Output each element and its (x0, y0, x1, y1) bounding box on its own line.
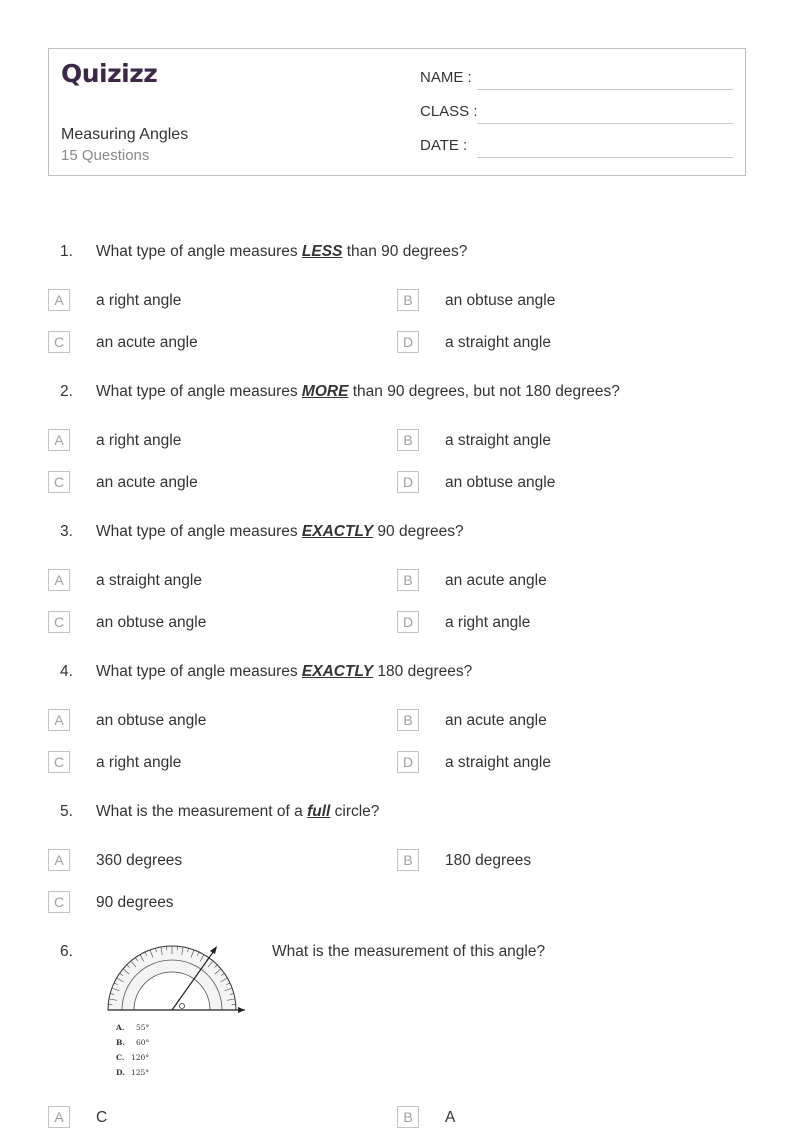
option-letter-box[interactable]: A (48, 849, 70, 871)
choice-letter: B. (116, 1038, 125, 1047)
question-number: 1. (60, 243, 73, 261)
option-letter-box[interactable]: C (48, 751, 70, 773)
question-emphasis: MORE (302, 383, 349, 400)
option-letter-box[interactable]: B (397, 289, 419, 311)
class-line[interactable] (477, 123, 733, 124)
choice-value: 55° (136, 1023, 150, 1032)
option-letter-box[interactable]: A (48, 1106, 70, 1128)
option-text[interactable]: 180 degrees (445, 852, 531, 870)
question-text: What is the measurement of this angle? (272, 943, 545, 961)
option-text[interactable]: A (445, 1109, 455, 1127)
option-letter-box[interactable]: D (397, 331, 419, 353)
option-text[interactable]: a straight angle (445, 754, 551, 772)
question-emphasis: full (307, 803, 330, 820)
choice-letter: D. (116, 1068, 125, 1077)
question-text: What type of angle measures EXACTLY 180 degrees? (96, 663, 472, 681)
option-text[interactable]: an acute angle (445, 572, 547, 590)
option-text[interactable]: a straight angle (445, 432, 551, 450)
option-letter-box[interactable]: A (48, 429, 70, 451)
option-text[interactable]: an acute angle (445, 712, 547, 730)
option-text[interactable]: a right angle (96, 754, 181, 772)
option-text[interactable]: a right angle (96, 432, 181, 450)
option-letter-box[interactable]: C (48, 331, 70, 353)
name-line[interactable] (477, 89, 733, 90)
option-text[interactable]: 360 degrees (96, 852, 182, 870)
choice-letter: C. (116, 1053, 124, 1062)
worksheet-header (48, 48, 746, 176)
option-text[interactable]: an acute angle (96, 334, 198, 352)
option-letter-box[interactable]: B (397, 849, 419, 871)
question-text: What type of angle measures LESS than 90 degrees? (96, 243, 467, 261)
worksheet-title: Measuring Angles (61, 126, 188, 144)
option-text[interactable]: C (96, 1109, 107, 1127)
option-text[interactable]: a right angle (445, 614, 530, 632)
quizizz-logo: Quizizz (61, 59, 157, 88)
date-line[interactable] (477, 157, 733, 158)
choice-value: 60° (136, 1038, 150, 1047)
date-label: DATE : (420, 137, 467, 154)
option-letter-box[interactable]: C (48, 471, 70, 493)
choice-value: 120° (131, 1053, 149, 1062)
question-count: 15 Questions (61, 147, 149, 164)
question-number: 6. (60, 943, 73, 961)
option-text[interactable]: a straight angle (445, 334, 551, 352)
question-number: 2. (60, 383, 73, 401)
option-letter-box[interactable]: B (397, 1106, 419, 1128)
protractor-image (100, 938, 250, 1083)
choice-value: 125° (131, 1068, 149, 1077)
question-text: What type of angle measures MORE than 90 degrees, but not 180 degrees? (96, 383, 620, 401)
option-letter-box[interactable]: B (397, 709, 419, 731)
question-text: What type of angle measures EXACTLY 90 degrees? (96, 523, 464, 541)
option-letter-box[interactable]: A (48, 569, 70, 591)
option-letter-box[interactable]: B (397, 569, 419, 591)
class-label: CLASS : (420, 103, 478, 120)
question-text: What is the measurement of a full circle? (96, 803, 379, 821)
option-text[interactable]: an obtuse angle (96, 712, 206, 730)
option-text[interactable]: a right angle (96, 292, 181, 310)
question-emphasis: EXACTLY (302, 523, 373, 540)
question-number: 5. (60, 803, 73, 821)
option-letter-box[interactable]: A (48, 709, 70, 731)
option-letter-box[interactable]: C (48, 611, 70, 633)
option-letter-box[interactable]: A (48, 289, 70, 311)
option-text[interactable]: an obtuse angle (445, 474, 555, 492)
option-text[interactable]: 90 degrees (96, 894, 174, 912)
option-text[interactable]: an acute angle (96, 474, 198, 492)
option-letter-box[interactable]: C (48, 891, 70, 913)
option-letter-box[interactable]: D (397, 471, 419, 493)
option-text[interactable]: a straight angle (96, 572, 202, 590)
question-emphasis: LESS (302, 243, 342, 260)
question-number: 3. (60, 523, 73, 541)
option-letter-box[interactable]: D (397, 611, 419, 633)
choice-letter: A. (115, 1023, 124, 1032)
question-emphasis: EXACTLY (302, 663, 373, 680)
question-number: 4. (60, 663, 73, 681)
name-label: NAME : (420, 69, 472, 86)
option-letter-box[interactable]: D (397, 751, 419, 773)
option-text[interactable]: an obtuse angle (96, 614, 206, 632)
option-text[interactable]: an obtuse angle (445, 292, 555, 310)
option-letter-box[interactable]: B (397, 429, 419, 451)
